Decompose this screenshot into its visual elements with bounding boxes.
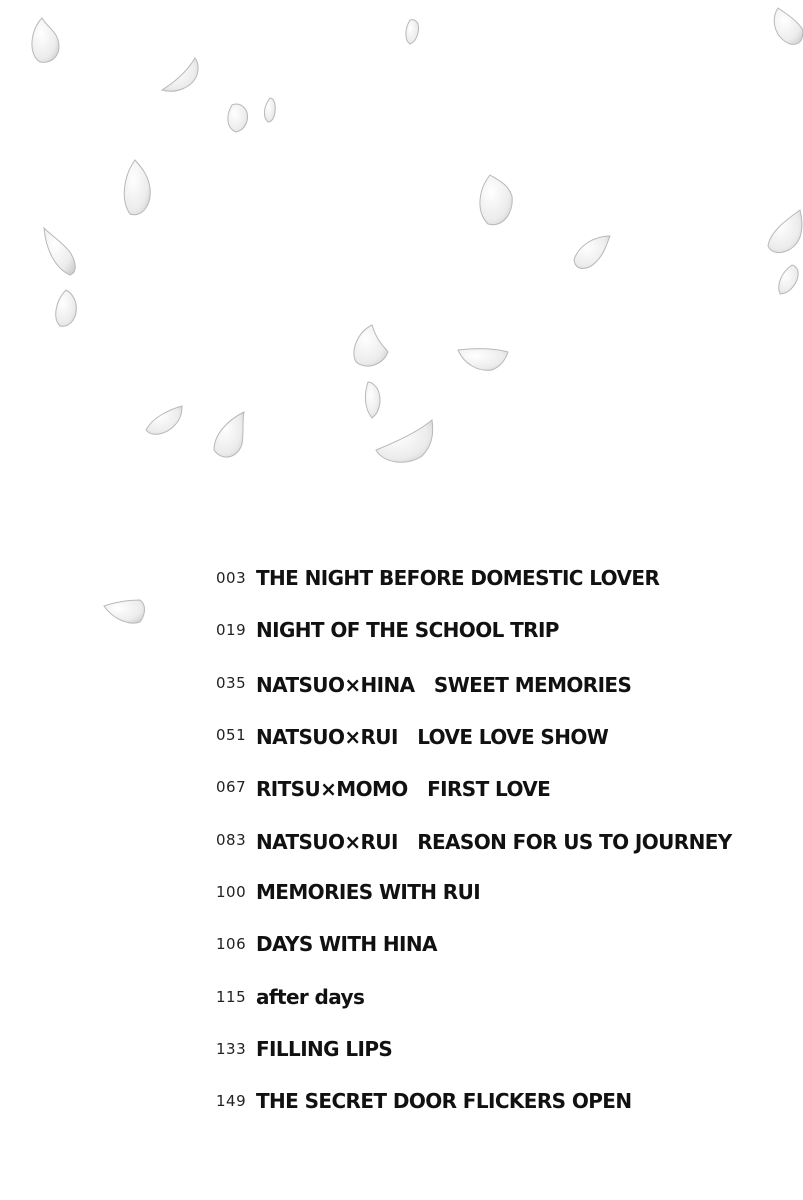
toc-title: NATSUO×RUI LOVE LOVE SHOW <box>256 724 609 749</box>
toc-page-number: 019 <box>216 621 247 639</box>
toc-page-number: 106 <box>216 935 247 953</box>
toc-page-number: 083 <box>216 831 247 849</box>
toc-entry <box>216 668 631 698</box>
toc-page-number: 067 <box>216 778 247 796</box>
toc-title: FILLING LIPS <box>256 1037 393 1061</box>
toc-entry <box>216 772 550 802</box>
toc-page-number: 003 <box>216 569 247 587</box>
toc-page-number: 133 <box>216 1040 247 1058</box>
toc-entry <box>216 720 608 750</box>
toc-title: DAYS WITH HINA <box>256 932 437 956</box>
toc-title: NATSUO×RUI REASON FOR US TO JOURNEY <box>256 829 732 854</box>
toc-title: after days <box>256 985 365 1009</box>
toc-entry <box>216 1086 632 1116</box>
toc-page-number: 100 <box>216 883 247 901</box>
toc-page-number: 149 <box>216 1092 247 1110</box>
toc-page-number: 115 <box>216 988 247 1006</box>
toc-title: THE SECRET DOOR FLICKERS OPEN <box>256 1089 632 1113</box>
toc-entry <box>216 1034 392 1064</box>
toc-title: MEMORIES WITH RUI <box>256 880 481 904</box>
toc-title: RITSU×MOMO FIRST LOVE <box>256 776 551 801</box>
toc-title: NATSUO×HINA SWEET MEMORIES <box>256 672 632 697</box>
toc-entry <box>216 615 559 645</box>
toc-title: NIGHT OF THE SCHOOL TRIP <box>256 618 559 642</box>
toc-entry <box>216 982 364 1012</box>
toc-entry <box>216 929 437 959</box>
toc-title: THE NIGHT BEFORE DOMESTIC LOVER <box>256 566 660 590</box>
toc-entry <box>216 563 659 593</box>
toc-page-number: 051 <box>216 726 247 744</box>
toc-entry <box>216 825 732 855</box>
toc-entry <box>216 877 480 907</box>
toc-page-number: 035 <box>216 674 247 692</box>
